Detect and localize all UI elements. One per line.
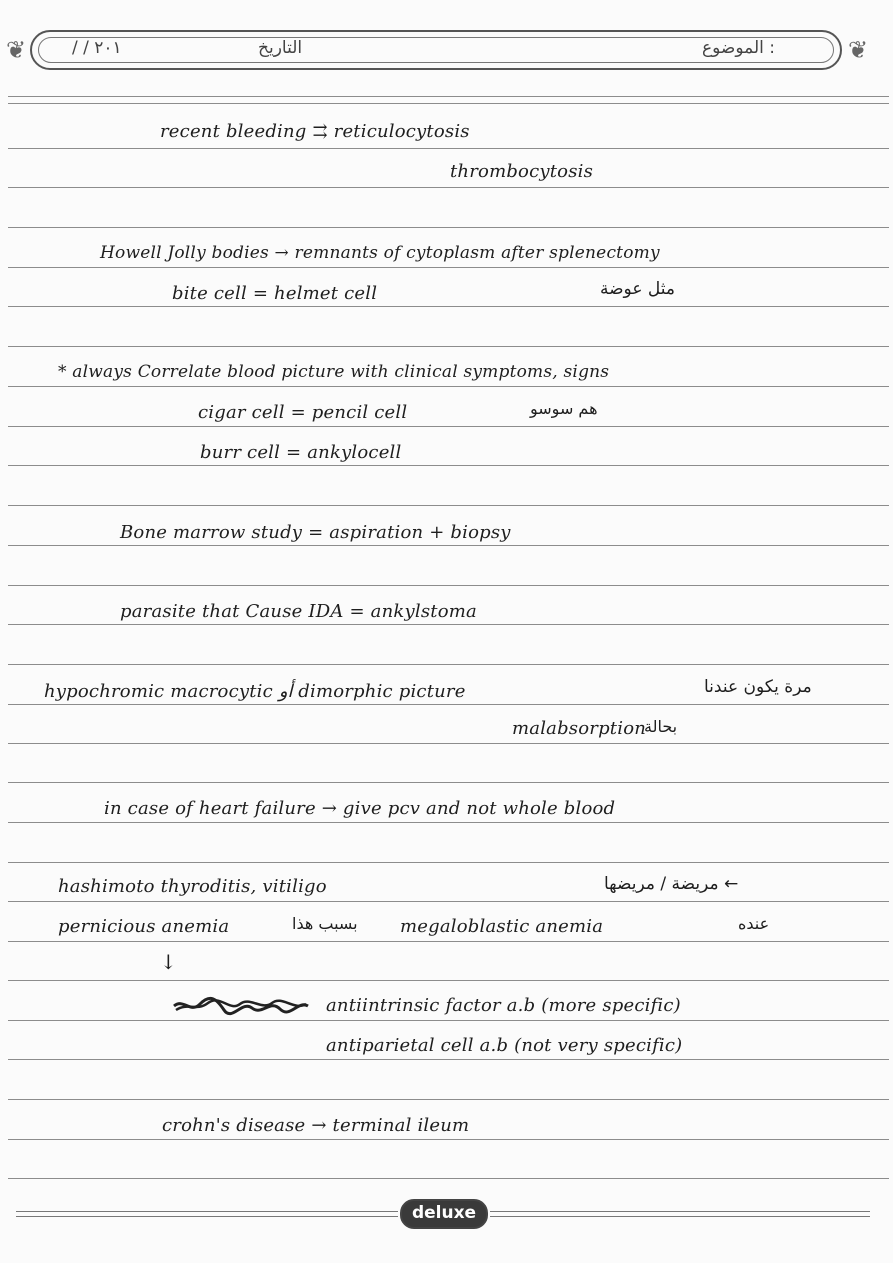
date-value: ٢٠١ / / bbox=[72, 38, 122, 58]
rule-line bbox=[8, 1099, 889, 1100]
footer-line-left bbox=[16, 1216, 398, 1217]
note-parasite: parasite that Cause IDA = ankylstoma bbox=[120, 601, 477, 622]
scribble-mark bbox=[172, 996, 312, 1016]
rule-line bbox=[8, 187, 889, 188]
footer-line-left bbox=[16, 1211, 398, 1212]
rule-line bbox=[8, 862, 889, 863]
rule-line bbox=[8, 103, 889, 104]
note-bite-cell: bite cell = helmet cell bbox=[172, 283, 378, 304]
date-label: التاريخ bbox=[258, 38, 303, 58]
note-hypochromic: hypochromic macrocytic أو dimorphic picture bbox=[44, 681, 466, 702]
rule-line bbox=[8, 148, 889, 149]
note-correlate: * always Correlate blood picture with clinical symptoms, signs bbox=[58, 362, 610, 382]
subject-label: الموضوع : bbox=[702, 38, 776, 58]
note-recent-bleeding: recent bleeding ⇉ reticulocytosis bbox=[160, 121, 470, 142]
rule-line bbox=[8, 585, 889, 586]
note-arabic-5: ← مريضة / مريضها bbox=[604, 874, 739, 894]
note-arabic-6: بسبب هذا bbox=[292, 914, 358, 933]
note-burr-cell: burr cell = ankylocell bbox=[200, 442, 402, 463]
rule-line bbox=[8, 624, 889, 625]
footer-line-right bbox=[490, 1211, 870, 1212]
rule-line bbox=[8, 227, 889, 228]
rule-line bbox=[8, 96, 889, 97]
rule-line bbox=[8, 545, 889, 546]
note-arabic-3: مرة يكون عندنا bbox=[704, 677, 812, 697]
left-ornament-icon: ❦ bbox=[6, 36, 27, 64]
rule-line bbox=[8, 901, 889, 902]
note-antiintrinsic: antiintrinsic factor a.b (more specific) bbox=[326, 995, 681, 1016]
rule-line bbox=[8, 426, 889, 427]
rule-line bbox=[8, 782, 889, 783]
note-hashimoto: hashimoto thyroditis, vitiligo bbox=[58, 876, 327, 897]
rule-line bbox=[8, 1139, 889, 1140]
rule-line bbox=[8, 386, 889, 387]
note-arabic-2: هم سوسو bbox=[530, 399, 598, 418]
note-arabic-4: بحالة bbox=[644, 717, 678, 736]
rule-line bbox=[8, 704, 889, 705]
note-crohns: crohn's disease → terminal ileum bbox=[162, 1115, 470, 1136]
footer-line-right bbox=[490, 1216, 870, 1217]
rule-line bbox=[8, 743, 889, 744]
rule-line bbox=[8, 941, 889, 942]
note-arabic-1: مثل عوضة bbox=[600, 279, 675, 299]
note-malabsorption: malabsorption bbox=[512, 718, 647, 739]
note-heart-failure: in case of heart failure → give pcv and not whole blood bbox=[104, 798, 616, 819]
note-thrombocytosis: thrombocytosis bbox=[450, 161, 594, 182]
rule-line bbox=[8, 1020, 889, 1021]
rule-line bbox=[8, 1059, 889, 1060]
down-arrow-icon: ↓ bbox=[160, 950, 177, 974]
rule-line bbox=[8, 980, 889, 981]
note-pernicious: pernicious anemia bbox=[58, 916, 230, 937]
note-megaloblastic: megaloblastic anemia bbox=[400, 916, 604, 937]
rule-line bbox=[8, 1178, 889, 1179]
rule-line bbox=[8, 306, 889, 307]
note-arabic-7: عنده bbox=[738, 914, 770, 933]
rule-line bbox=[8, 465, 889, 466]
rule-line bbox=[8, 505, 889, 506]
rule-line bbox=[8, 664, 889, 665]
note-cigar-cell: cigar cell = pencil cell bbox=[198, 402, 408, 423]
deluxe-logo: deluxe bbox=[400, 1199, 488, 1229]
rule-line bbox=[8, 822, 889, 823]
rule-line bbox=[8, 346, 889, 347]
note-antiparietal: antiparietal cell a.b (not very specific) bbox=[326, 1035, 683, 1056]
rule-line bbox=[8, 267, 889, 268]
note-bone-marrow: Bone marrow study = aspiration + biopsy bbox=[120, 522, 511, 543]
right-ornament-icon: ❦ bbox=[848, 36, 869, 64]
note-howell-jolly: Howell Jolly bodies → remnants of cytoplasm after splenectomy bbox=[100, 243, 660, 263]
